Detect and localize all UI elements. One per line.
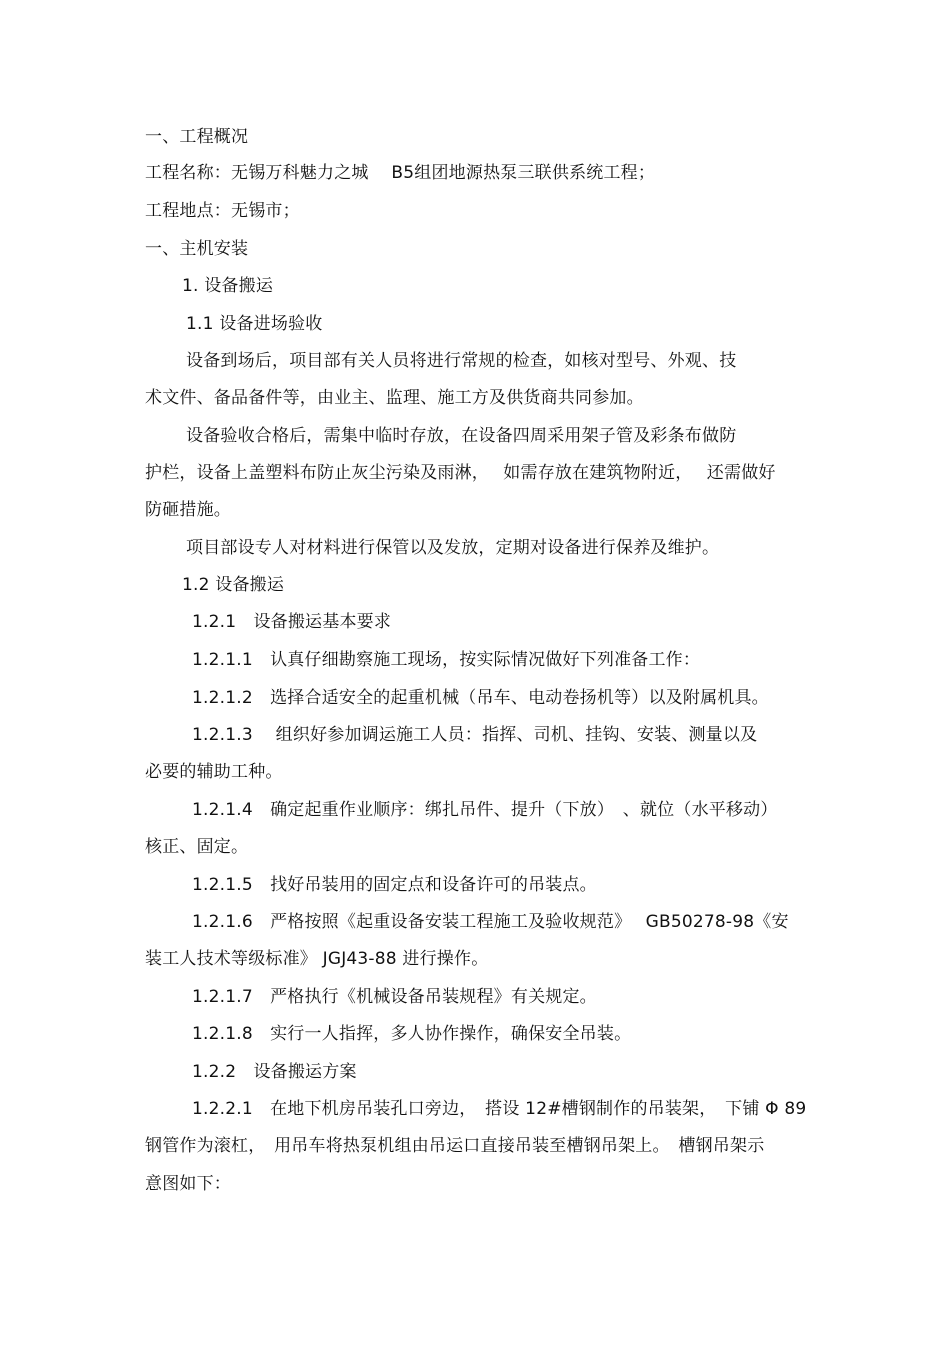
item-1-2-1-2: 1.2.1.2 选择合适安全的起重机械（吊车、电动卷扬机等）以及附属机具。 <box>192 688 769 708</box>
paragraph-line: 项目部设专人对材料进行保管以及发放，定期对设备进行保养及维护。 <box>186 538 720 558</box>
paragraph-line: 必要的辅助工种。 <box>145 762 283 782</box>
item-1-2-1-4: 1.2.1.4 确定起重作业顺序：绑扎吊件、提升（下放） 、就位（水平移动） <box>192 800 778 820</box>
paragraph-line: 设备验收合格后，需集中临时存放，在设备四周采用架子管及彩条布做防 <box>186 426 737 446</box>
paragraph-line: 术文件、备品备件等，由业主、监理、施工方及供货商共同参加。 <box>145 388 644 408</box>
item-1-2-2-1: 1.2.2.1 在地下机房吊装孔口旁边， 搭设 12#槽钢制作的吊装架， 下铺 Φ 89 <box>192 1099 807 1119</box>
section-1-2-1-heading: 1.2.1 设备搬运基本要求 <box>192 612 392 632</box>
paragraph-line: 意图如下： <box>145 1174 231 1194</box>
item-1-2-1-1: 1.2.1.1 认真仔细勘察施工现场，按实际情况做好下列准备工作： <box>192 650 701 670</box>
project-location-line: 工程地点：无锡市； <box>145 201 300 221</box>
paragraph-line: 钢管作为滚杠， 用吊车将热泵机组由吊运口直接吊装至槽钢吊架上。 槽钢吊架示 <box>145 1136 765 1156</box>
item-1-2-1-3: 1.2.1.3 组织好参加调运施工人员：指挥、司机、挂钩、安装、测量以及 <box>192 725 758 745</box>
section-1-heading: 1. 设备搬运 <box>182 276 274 296</box>
heading-project-overview: 一、工程概况 <box>145 127 249 147</box>
paragraph-line: 护栏，设备上盖塑料布防止灰尘污染及雨淋， 如需存放在建筑物附近， 还需做好 <box>145 463 776 483</box>
item-1-2-1-6: 1.2.1.6 严格按照《起重设备安装工程施工及验收规范》 GB50278-98《安 <box>192 912 789 932</box>
item-1-2-1-5: 1.2.1.5 找好吊装用的固定点和设备许可的吊装点。 <box>192 875 597 895</box>
item-1-2-1-7: 1.2.1.7 严格执行《机械设备吊装规程》有关规定。 <box>192 987 597 1007</box>
project-name-line: 工程名称：无锡万科魅力之城 B5组团地源热泵三联供系统工程； <box>145 163 656 183</box>
paragraph-line: 防砸措施。 <box>145 500 231 520</box>
paragraph-line: 设备到场后，项目部有关人员将进行常规的检查，如核对型号、外观、技 <box>186 351 737 371</box>
paragraph-line: 核正、固定。 <box>145 837 249 857</box>
heading-main-unit-installation: 一、主机安装 <box>145 239 249 259</box>
paragraph-line: 装工人技术等级标准》 JGJ43-88 进行操作。 <box>145 949 489 969</box>
section-1-2-2-heading: 1.2.2 设备搬运方案 <box>192 1062 357 1082</box>
item-1-2-1-8: 1.2.1.8 实行一人指挥，多人协作操作，确保安全吊装。 <box>192 1024 632 1044</box>
section-1-1-heading: 1.1 设备进场验收 <box>186 314 323 334</box>
section-1-2-heading: 1.2 设备搬运 <box>182 575 285 595</box>
